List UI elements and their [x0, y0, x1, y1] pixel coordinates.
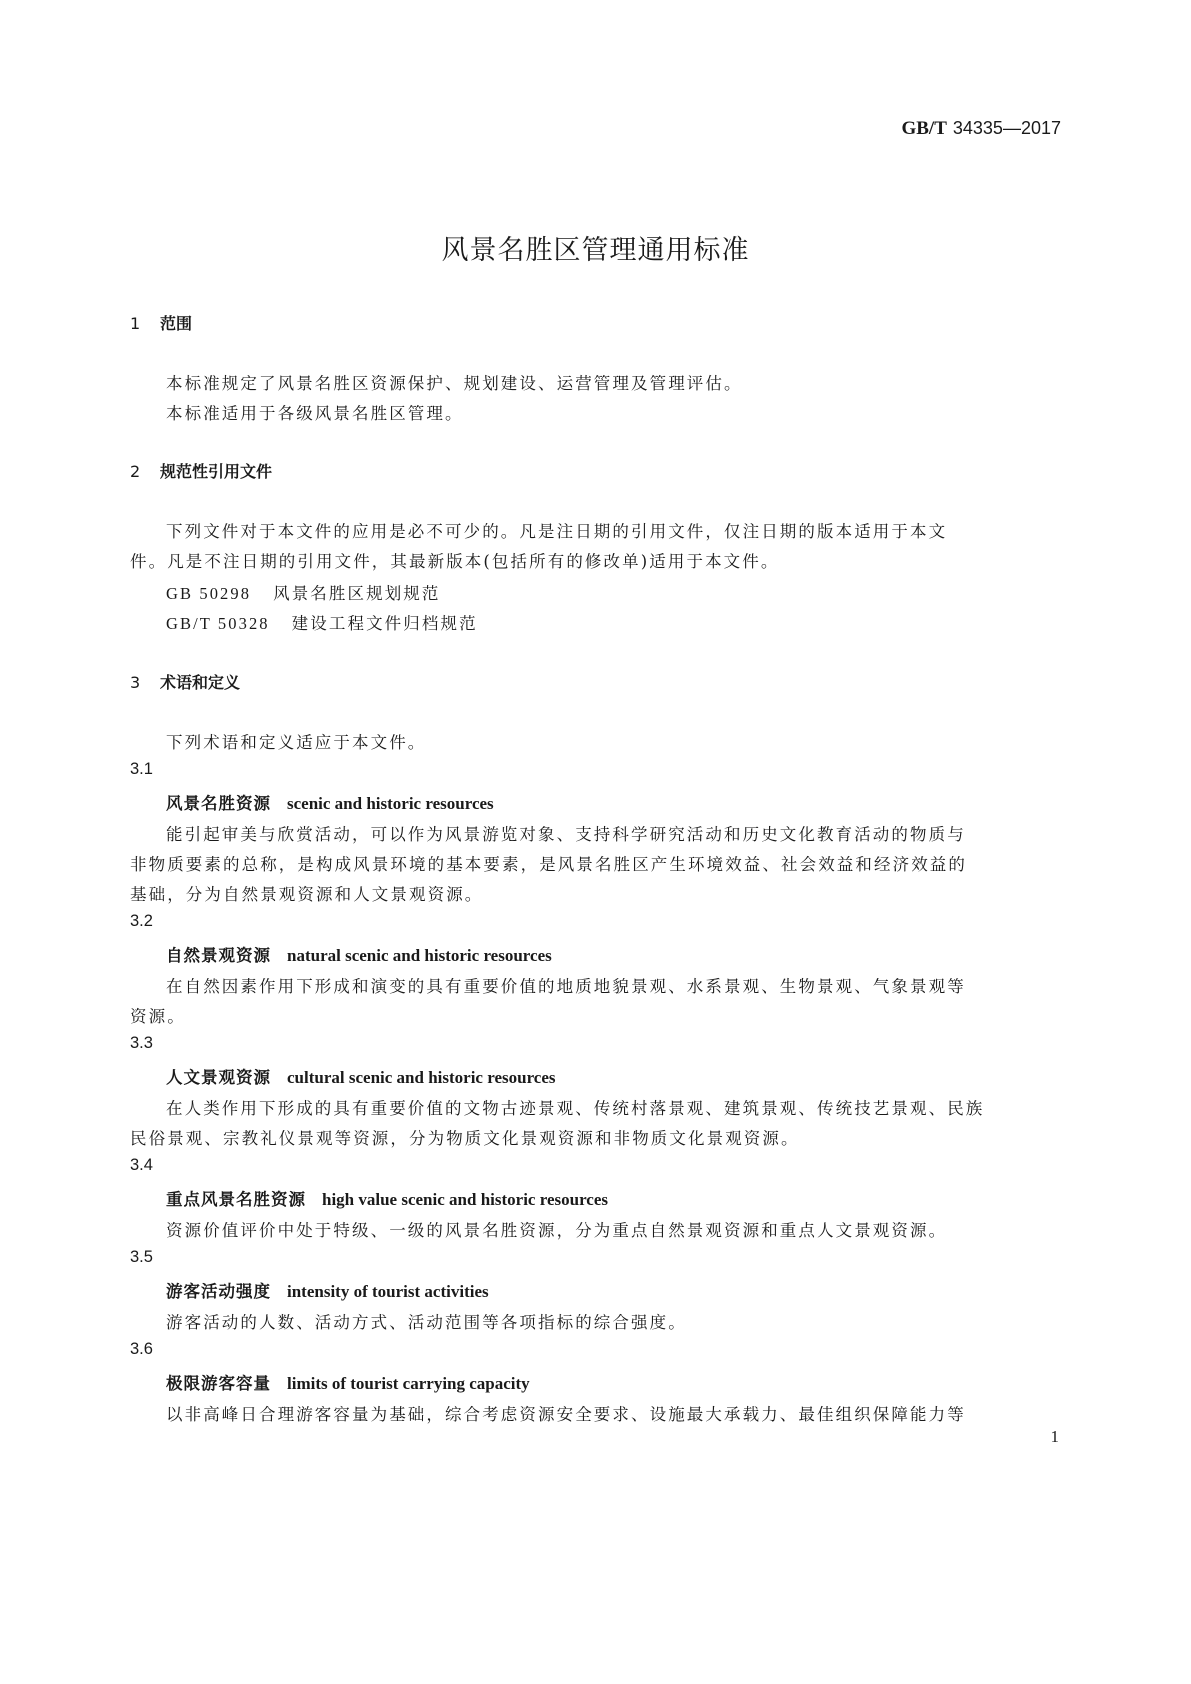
definition-line: 基础，分为自然景观资源和人文景观资源。: [130, 885, 484, 904]
normative-reference: [166, 610, 478, 634]
term-entry: [166, 1186, 608, 1210]
definition-line: 能引起审美与欣赏活动，可以作为风景游览对象、支持科学研究活动和历史文化教育活动的物质与: [166, 825, 966, 844]
paragraph-line: 下列文件对于本文件的应用是必不可少的。凡是注日期的引用文件，仅注日期的版本适用于本文: [166, 522, 948, 541]
definition-line: 资源价值评价中处于特级、一级的风景名胜资源，分为重点自然景观资源和重点人文景观资源。: [166, 1221, 948, 1240]
reference-title: 风景名胜区规划规范: [273, 584, 441, 603]
standard-prefix: GB/T: [901, 118, 947, 139]
page-number: 1: [1050, 1427, 1059, 1446]
term-zh: 人文景观资源: [166, 1068, 271, 1087]
section-title: 规范性引用文件: [160, 462, 273, 481]
section-heading-3: [130, 670, 240, 693]
section-title: 术语和定义: [160, 673, 241, 692]
definition-line: 游客活动的人数、活动方式、活动范围等各项指标的综合强度。: [166, 1313, 687, 1332]
term-zh: 重点风景名胜资源: [166, 1190, 306, 1209]
term-entry: [166, 1370, 530, 1394]
standard-code: [901, 118, 1061, 140]
definition-line: 以非高峰日合理游客容量为基础，综合考虑资源安全要求、设施最大承载力、最佳组织保障能力等: [166, 1405, 966, 1424]
definition-line: 非物质要素的总称，是构成风景环境的基本要素，是风景名胜区产生环境效益、社会效益和经济效益的: [130, 855, 967, 874]
reference-title: 建设工程文件归档规范: [291, 614, 478, 633]
term-en: intensity of tourist activities: [287, 1282, 489, 1301]
paragraph-line: 件。凡是不注日期的引用文件，其最新版本(包括所有的修改单)适用于本文件。: [130, 552, 780, 571]
section-title: 范围: [160, 314, 193, 333]
definition-line: 民俗景观、宗教礼仪景观等资源，分为物质文化景观资源和非物质文化景观资源。: [130, 1129, 800, 1148]
clause-number: 3.2: [130, 912, 153, 930]
paragraph: 下列术语和定义适应于本文件。: [166, 733, 427, 752]
clause-number: 3.6: [130, 1340, 153, 1358]
definition-line: 在自然因素作用下形成和演变的具有重要价值的地质地貌景观、水系景观、生物景观、气象景观等: [166, 977, 966, 996]
term-zh: 自然景观资源: [166, 946, 271, 965]
clause-number: 3.3: [130, 1034, 153, 1052]
definition-line: 资源。: [130, 1007, 186, 1026]
term-en: natural scenic and historic resources: [287, 946, 552, 965]
clause-number: 3.5: [130, 1248, 153, 1266]
term-en: cultural scenic and historic resources: [287, 1068, 556, 1087]
reference-code: GB/T 50328: [166, 614, 270, 633]
term-entry: [166, 1064, 556, 1088]
term-zh: 极限游客容量: [166, 1374, 271, 1393]
term-en: limits of tourist carrying capacity: [287, 1374, 530, 1393]
term-zh: 风景名胜资源: [166, 794, 271, 813]
reference-code: GB 50298: [166, 584, 252, 603]
term-entry: [166, 942, 552, 966]
section-heading-1: [130, 311, 192, 334]
paragraph: 本标准规定了风景名胜区资源保护、规划建设、运营管理及管理评估。: [166, 374, 743, 393]
term-zh: 游客活动强度: [166, 1282, 271, 1301]
section-heading-2: [130, 459, 272, 482]
term-entry: [166, 1278, 489, 1302]
section-number: 1: [130, 314, 141, 333]
clause-number: 3.4: [130, 1156, 153, 1174]
definition-line: 在人类作用下形成的具有重要价值的文物古迹景观、传统村落景观、建筑景观、传统技艺景观、民族: [166, 1099, 985, 1118]
section-number: 2: [130, 462, 141, 481]
paragraph: 本标准适用于各级风景名胜区管理。: [166, 404, 464, 423]
clause-number: 3.1: [130, 760, 153, 778]
standard-number: 34335—2017: [952, 118, 1061, 138]
term-en: high value scenic and historic resources: [322, 1190, 609, 1209]
term-en: scenic and historic resources: [287, 794, 494, 813]
document-title: 风景名胜区管理通用标准: [441, 235, 750, 266]
normative-reference: [166, 580, 441, 604]
term-entry: [166, 790, 494, 814]
section-number: 3: [130, 673, 141, 692]
